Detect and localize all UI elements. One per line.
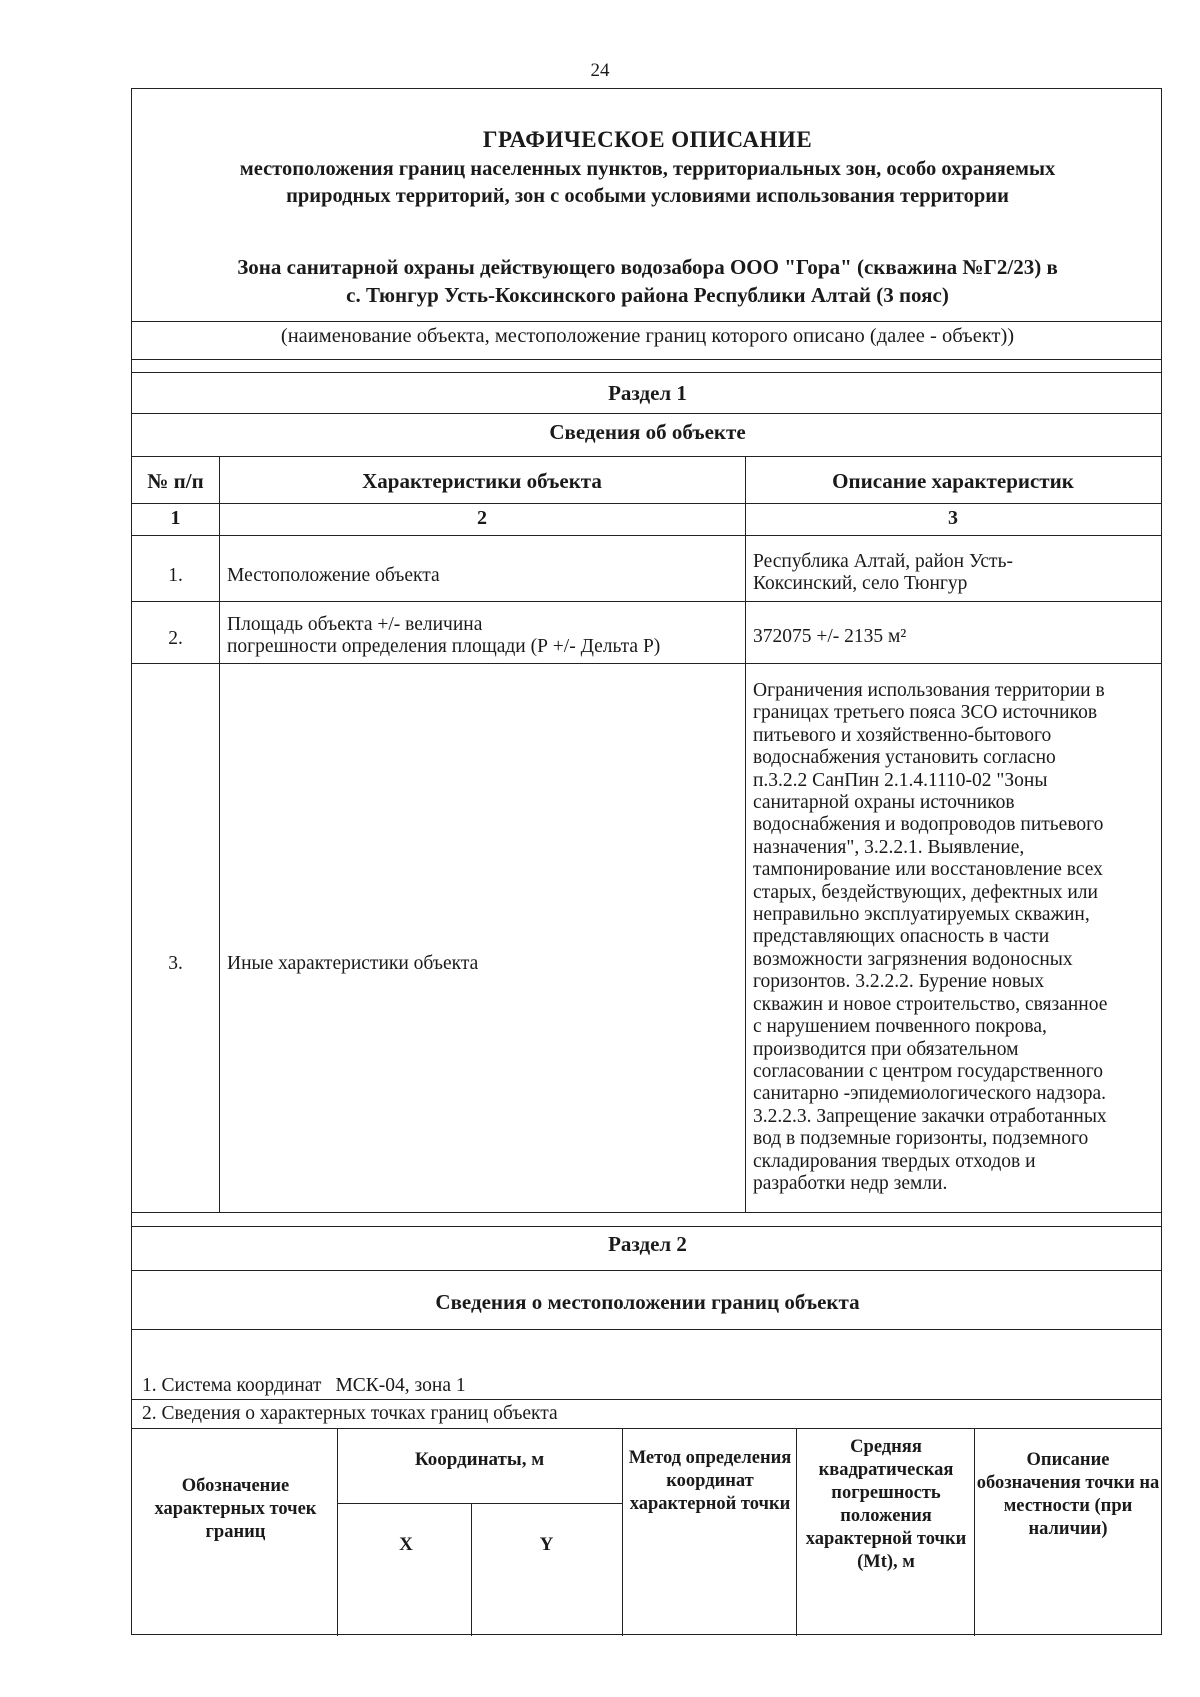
- table-column-divider: [745, 456, 746, 1212]
- description-line: п.3.2.2 СанПин 2.1.4.1110-02 "Зоны: [753, 769, 1048, 791]
- document-subtitle-line1: местоположения границ населенных пунктов, территориальных зон, особо охраняемых: [239, 158, 1056, 180]
- row3-num: 3.: [168, 953, 183, 974]
- description-line: скважин и новое строительство, связанное: [753, 993, 1108, 1015]
- divider: [132, 413, 1161, 414]
- divider: [132, 372, 1161, 373]
- description-line: Республика Алтай, район Усть-: [753, 551, 1013, 572]
- row3-description: [753, 680, 1107, 1195]
- divider: [132, 535, 1161, 536]
- object-caption: (наименование объекта, местоположение границ которого описано (далее - объект)): [280, 325, 1015, 347]
- divider: [132, 1329, 1161, 1330]
- column-header-description: Описание характеристик: [832, 469, 1074, 493]
- row2-characteristic: [227, 614, 660, 658]
- divider: [132, 1399, 1161, 1400]
- table-column-divider: [796, 1428, 797, 1636]
- divider: [132, 663, 1161, 664]
- characteristic-line: Площадь объекта +/- величина: [227, 614, 483, 635]
- table-column-divider: [471, 1503, 472, 1636]
- description-line: вод в подземные горизонты, подземного: [753, 1128, 1089, 1150]
- divider: [132, 456, 1161, 457]
- document-subtitle-line2: природных территорий, зон с особыми условиями использования территории: [286, 185, 1009, 207]
- divider: [132, 1226, 1161, 1227]
- header-point-description: Описание обозначения точки на местности (при наличии): [976, 1450, 1160, 1539]
- description-line: складирования твердых отходов и: [753, 1150, 1036, 1172]
- description-line: водоснабжения установить согласно: [753, 747, 1056, 769]
- object-name-line1: Зона санитарной охраны действующего водозабора ООО "Гора" (скважина №Г2/23) в: [237, 255, 1058, 279]
- header-x: X: [399, 1534, 413, 1555]
- column-number-1: 1: [170, 507, 181, 529]
- divider: [132, 1270, 1161, 1271]
- points-caption: 2. Сведения о характерных точках границ объекта: [142, 1403, 558, 1424]
- description-line: санитарной охраны источников: [753, 792, 1015, 814]
- description-line: возможности загрязнения водоносных: [753, 948, 1073, 970]
- row1-num: 1.: [168, 565, 183, 586]
- description-line: питьевого и хозяйственно-бытового: [753, 724, 1052, 746]
- table-column-divider: [337, 1428, 338, 1636]
- description-line: тампонирование или восстановление всех: [753, 859, 1103, 881]
- coordinate-system-label: 1. Система координат: [142, 1375, 322, 1396]
- description-line: старых, бездействующих, дефектных или: [753, 881, 1098, 903]
- section2-subtitle: Сведения о местоположении границ объекта: [435, 1290, 860, 1314]
- description-line: назначения", 3.2.2.1. Выявление,: [753, 836, 1025, 858]
- description-line: 3.2.2.3. Запрещение закачки отработанных: [753, 1105, 1107, 1127]
- object-name-line2: с. Тюнгур Усть-Коксинского района Республики Алтай (3 пояс): [346, 283, 949, 307]
- row2-num: 2.: [168, 628, 183, 649]
- column-header-characteristic: Характеристики объекта: [362, 469, 602, 493]
- description-line: границах третьего пояса ЗСО источников: [753, 702, 1098, 724]
- column-number-3: 3: [948, 507, 958, 529]
- page-number: 24: [590, 60, 610, 81]
- section2-title: Раздел 2: [608, 1232, 687, 1256]
- divider: [132, 359, 1161, 360]
- row2-description: 372075 +/- 2135 м²: [753, 626, 907, 647]
- description-line: производится при обязательном: [753, 1038, 1019, 1060]
- description-line: неправильно эксплуатируемых скважин,: [753, 904, 1090, 926]
- header-coordinates: Координаты, м: [414, 1449, 545, 1470]
- coordinate-system-value: МСК-04, зона 1: [335, 1375, 466, 1396]
- column-number-2: 2: [477, 507, 487, 529]
- description-line: водоснабжения и водопроводов питьевого: [753, 814, 1104, 836]
- description-line: горизонтов. 3.2.2.2. Бурение новых: [753, 971, 1045, 993]
- table-column-divider: [219, 456, 220, 1212]
- row1-description: [753, 551, 1013, 595]
- description-line: Ограничения использования территории в: [753, 680, 1105, 701]
- section1-title: Раздел 1: [608, 381, 687, 405]
- section1-subtitle: Сведения об объекте: [549, 420, 746, 444]
- row3-characteristic: Иные характеристики объекта: [227, 953, 479, 974]
- column-header-num: № п/п: [147, 469, 204, 493]
- header-point-designation: Обозначение характерных точек границ: [154, 1476, 317, 1542]
- characteristic-line: погрешности определения площади (Р +/- Дельта Р): [227, 636, 661, 657]
- header-accuracy: Средняя квадратическая погрешность положения характерной точки (Mt), м: [805, 1437, 967, 1572]
- divider: [132, 1428, 1161, 1429]
- table-column-divider: [974, 1428, 975, 1636]
- description-line: Коксинский, село Тюнгур: [753, 573, 968, 594]
- divider: [132, 1212, 1161, 1213]
- document-frame: [131, 88, 1162, 1635]
- description-line: разработки недр земли.: [753, 1172, 948, 1194]
- document-title: ГРАФИЧЕСКОЕ ОПИСАНИЕ: [482, 127, 813, 152]
- divider: [132, 503, 1161, 504]
- divider: [337, 1503, 622, 1504]
- coordinate-system: [142, 1375, 466, 1397]
- description-line: согласовании с центром государственного: [753, 1060, 1103, 1082]
- row1-characteristic: Местоположение объекта: [227, 565, 440, 586]
- header-method: Метод определения координат характерной точки: [628, 1448, 792, 1514]
- divider: [132, 601, 1161, 602]
- description-line: представляющих опасность в части: [753, 926, 1050, 948]
- divider: [132, 321, 1161, 322]
- description-line: с нарушением почвенного покрова,: [753, 1016, 1047, 1038]
- header-y: Y: [539, 1534, 554, 1555]
- table-column-divider: [622, 1428, 623, 1636]
- description-line: санитарно -эпидемиологического надзора.: [753, 1083, 1106, 1105]
